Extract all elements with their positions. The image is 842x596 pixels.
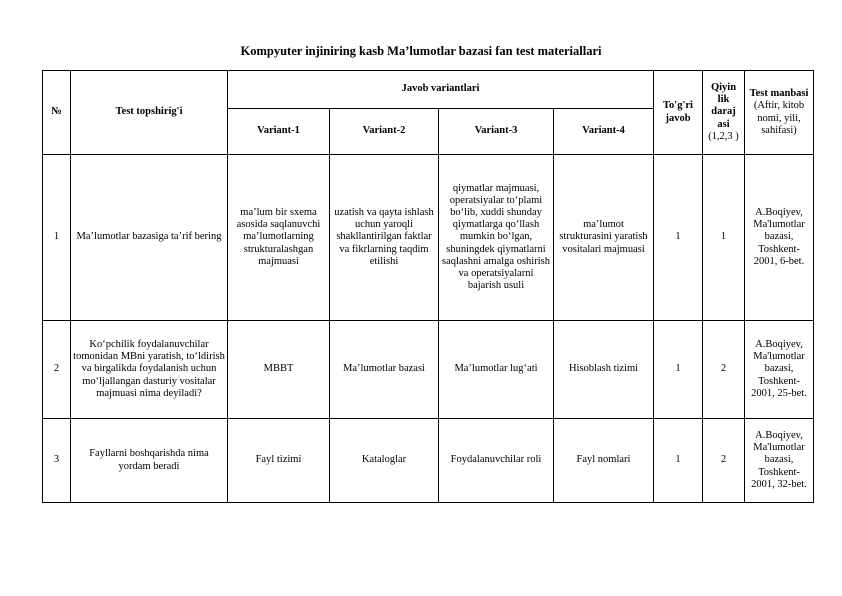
table-row: [43, 155, 814, 321]
row-source: A.Boqiyev, Ma'lumotlar bazasi, Toshkent-2001, 32-bet.: [745, 419, 814, 503]
row-source: A.Boqiyev, Ma'lumotlar bazasi, Toshkent-2001, 25-bet.: [745, 321, 814, 419]
header-variant-3: Variant-3: [439, 109, 554, 155]
row-difficulty: 2: [703, 321, 745, 419]
row-number: 1: [43, 155, 71, 321]
header-row-top: [43, 71, 814, 109]
header-correct-answer: To'g'ri javob: [654, 71, 703, 155]
row-difficulty: 2: [703, 419, 745, 503]
test-materials-table: [42, 70, 814, 503]
row-task: Fayllarni boshqarishda nima yordam beradi: [71, 419, 228, 503]
row-variant-1: ma’lum bir sxema asosida saqlanuvchi ma’lumotlarning strukturalashgan majmuasi: [228, 155, 330, 321]
header-variant-1: Variant-1: [228, 109, 330, 155]
table-row: [43, 321, 814, 419]
header-source: [745, 71, 814, 155]
row-variant-4: Fayl nomlari: [554, 419, 654, 503]
header-source-note: (Aftir, kitob nomi, yili, sahifasi): [753, 100, 805, 136]
row-variant-2: Kataloglar: [330, 419, 439, 503]
row-task: Ko‘pchilik foydalanuvchilar tomonidan MBni yaratish, to‘ldirish va birgalikda foydalanish uchun mo‘ljallangan dasturiy vositalar majmuasi nima deyiladi?: [71, 321, 228, 419]
row-variant-1: MBBT: [228, 321, 330, 419]
header-answer-variants: Javob variantlari: [228, 71, 654, 109]
row-difficulty: 1: [703, 155, 745, 321]
row-number: 2: [43, 321, 71, 419]
header-task: Test topshirig'i: [71, 71, 228, 155]
row-variant-2: uzatish va qayta ishlash uchun yaroqli shakllantirilgan faktlar va fikrlarning taqdim etilishi: [330, 155, 439, 321]
row-correct-answer: 1: [654, 419, 703, 503]
header-variant-4: Variant-4: [554, 109, 654, 155]
row-correct-answer: 1: [654, 155, 703, 321]
row-task: Ma’lumotlar bazasiga ta’rif bering: [71, 155, 228, 321]
header-number: №: [43, 71, 71, 155]
row-variant-3: Foydalanuvchilar roli: [439, 419, 554, 503]
row-variant-2: Ma’lumotlar bazasi: [330, 321, 439, 419]
row-variant-1: Fayl tizimi: [228, 419, 330, 503]
row-variant-3: qiymatlar majmuasi, operatsiyalar to‘plami bo‘lib, xuddi shunday qiymatlarga qo‘llash mumkin bo‘lgan, shuningdek qiymatlarni saqlashni amalga oshirish va operatsiyalarni bajarish usuli: [439, 155, 554, 321]
row-number: 3: [43, 419, 71, 503]
header-source-label: Test manbasi: [749, 88, 809, 100]
row-variant-3: Ma’lumotlar lug‘ati: [439, 321, 554, 419]
header-difficulty-note: (1,2,3 ): [708, 130, 739, 142]
document-title: Kompyuter injiniring kasb Ma’lumotlar bazasi fan test materiallari: [240, 44, 602, 58]
row-correct-answer: 1: [654, 321, 703, 419]
row-variant-4: ma’lumot strukturasini yaratish vositalari majmuasi: [554, 155, 654, 321]
table-row: [43, 419, 814, 503]
row-source: A.Boqiyev, Ma'lumotlar bazasi, Toshkent-2001, 6-bet.: [745, 155, 814, 321]
header-variant-2: Variant-2: [330, 109, 439, 155]
header-difficulty: [703, 71, 745, 155]
header-difficulty-label: Qiyin lik daraj asi: [710, 81, 737, 130]
row-variant-4: Hisoblash tizimi: [554, 321, 654, 419]
